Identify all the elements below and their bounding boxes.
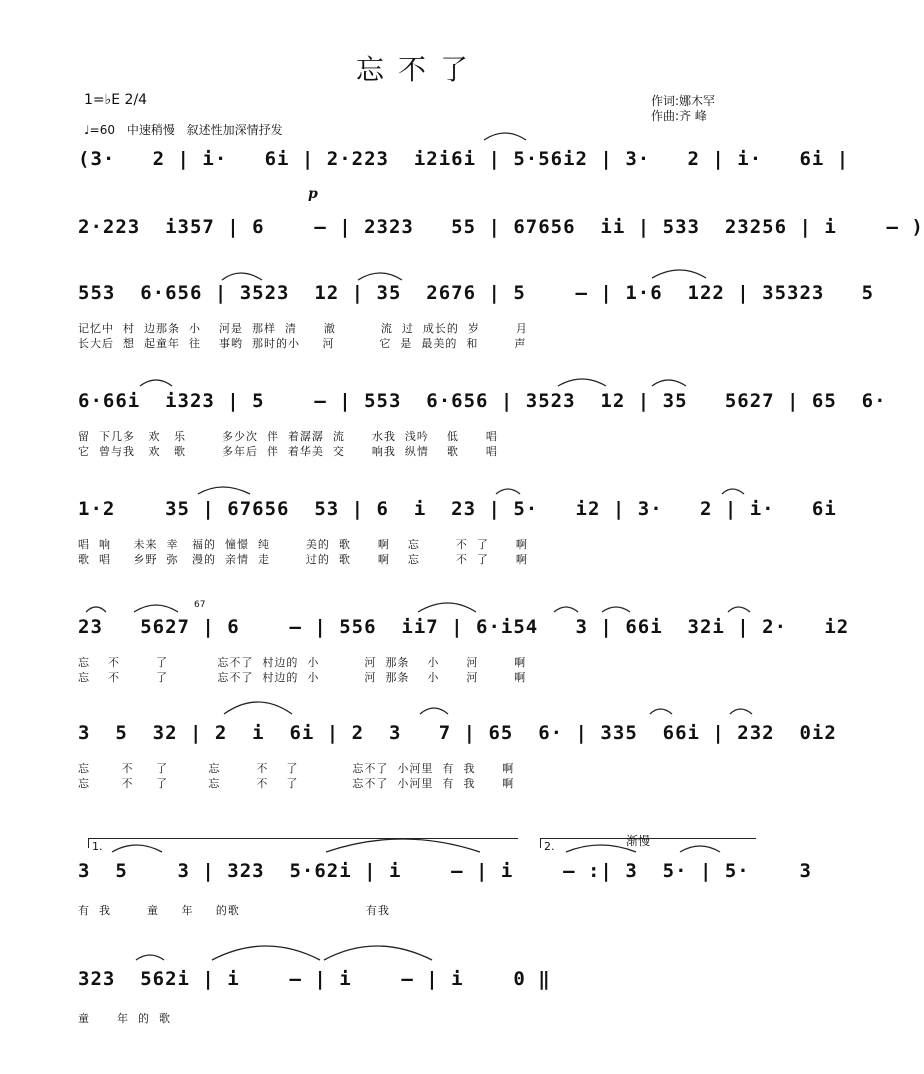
lyrics-verse-1: 忘 不 了 忘不了 村边的 小 河 那条 小 河 啊 bbox=[78, 656, 527, 669]
lyrics-verse-2: 它 曾与我 欢 歌 多年后 伴 着华美 交 响我 纵情 歌 唱 bbox=[78, 445, 498, 458]
slur-arc bbox=[134, 605, 178, 612]
slur-arc bbox=[566, 845, 636, 852]
slur-arc bbox=[484, 133, 526, 140]
slur-arc bbox=[650, 709, 672, 714]
lyrics-verse-2: 长大后 想 起童年 往 事哟 那时的小 河 它 是 最美的 和 声 bbox=[78, 337, 527, 350]
lyrics-verse-1: 留 下几多 欢 乐 多少次 伴 着潺潺 流 水我 浅吟 低 唱 bbox=[78, 430, 498, 443]
notation-line: 553 6·656 | 3523 12 | 35 2676 | 5 – | 1·6 122 | 35323 5 bbox=[78, 282, 875, 304]
slur-arc bbox=[418, 603, 476, 612]
slur-arc bbox=[140, 380, 172, 386]
second-ending-number: 2. bbox=[544, 840, 555, 853]
slur-arc bbox=[326, 839, 480, 852]
slur-arc bbox=[554, 607, 578, 612]
lyrics-verse-1: 忘 不 了 忘 不 了 忘不了 小河里 有 我 啊 bbox=[78, 762, 515, 775]
notation-line: 3 5 32 | 2 i 6i | 2 3 7 | 65 6· | 335 66i | 232 0i2 bbox=[78, 722, 837, 744]
notation-line: (3· 2 | i· 6i | 2·223 i2i6i | 5·56i2 | 3· 2 | i· 6i | bbox=[78, 148, 850, 170]
lyrics-verse-1: 唱 响 未来 幸 福的 憧憬 纯 美的 歌 啊 忘 不 了 啊 bbox=[78, 538, 528, 551]
slur-arc bbox=[212, 946, 320, 960]
slur-arc bbox=[602, 607, 630, 612]
notation-line: 323 562i | i – | i – | i 0 ‖ bbox=[78, 968, 551, 990]
slur-arc bbox=[652, 380, 686, 386]
slur-arc bbox=[358, 273, 402, 280]
lyrics-verse-2: 忘 不 了 忘 不 了 忘不了 小河里 有 我 啊 bbox=[78, 777, 515, 790]
notation-line: 3 5 3 | 323 5·62i | i – | i – :| 3 5· | 5· 3 bbox=[78, 860, 812, 882]
tempo-speed: 中速稍慢 bbox=[126, 123, 175, 137]
slur-arc bbox=[728, 607, 750, 612]
lyrics-line: 童 年 的 歌 bbox=[78, 1012, 171, 1025]
first-ending-number: 1. bbox=[92, 840, 103, 853]
slur-arc bbox=[112, 845, 162, 852]
slur-arc bbox=[198, 487, 250, 494]
lyrics-verse-2: 歌 唱 乡野 弥 漫的 亲情 走 过的 歌 啊 忘 不 了 啊 bbox=[78, 553, 528, 566]
notation-line: 2·223 i357 | 6 – | 2323 55 | 67656 ii | 533 23256 | i – ) bbox=[78, 216, 924, 238]
tempo-expression: 叙述性加深情抒发 bbox=[186, 123, 283, 137]
lyricist-credit: 作词:娜木罕 bbox=[651, 94, 716, 108]
song-title: 忘不了 bbox=[355, 53, 482, 86]
dynamic-mark: p bbox=[308, 186, 318, 202]
slur-arc bbox=[136, 955, 164, 960]
slur-arc bbox=[496, 489, 520, 494]
slur-arc bbox=[722, 489, 744, 494]
slur-arc bbox=[224, 702, 292, 714]
lyrics-verse-1: 记忆中 村 边那条 小 河是 那样 清 澈 流 过 成长的 岁 月 bbox=[78, 322, 528, 335]
slur-arc bbox=[558, 379, 606, 386]
slur-arc bbox=[222, 273, 262, 280]
slur-arc bbox=[680, 846, 720, 852]
notation-line: 23 5627 | 6 – | 556 ii7 | 6·i54 3 | 66i 32i | 2· i2 bbox=[78, 616, 850, 638]
slur-arc bbox=[420, 708, 448, 714]
notation-line: 1·2 35 | 67656 53 | 6 i 23 | 5· i2 | 3· 2 | i· 6i bbox=[78, 498, 837, 520]
ritardando-mark: 渐慢 bbox=[626, 834, 651, 848]
slur-arc bbox=[730, 709, 752, 714]
lyrics-verse-2: 忘 不 了 忘不了 村边的 小 河 那条 小 河 啊 bbox=[78, 671, 527, 684]
grace-notes: 67 bbox=[194, 600, 206, 610]
lyrics-line: 有 我 童 年 的歌 有我 bbox=[78, 904, 390, 917]
composer-credit: 作曲:齐 峰 bbox=[651, 109, 707, 123]
slur-arc bbox=[86, 607, 106, 612]
slur-arc bbox=[652, 270, 706, 278]
notation-line: 6·66i i323 | 5 – | 553 6·656 | 3523 12 | 35 5627 | 65 6· bbox=[78, 390, 899, 412]
tempo-mark: ♩=60 bbox=[84, 123, 115, 137]
slur-arc bbox=[324, 946, 432, 960]
key-signature: 1=♭E 2/4 bbox=[84, 92, 148, 108]
